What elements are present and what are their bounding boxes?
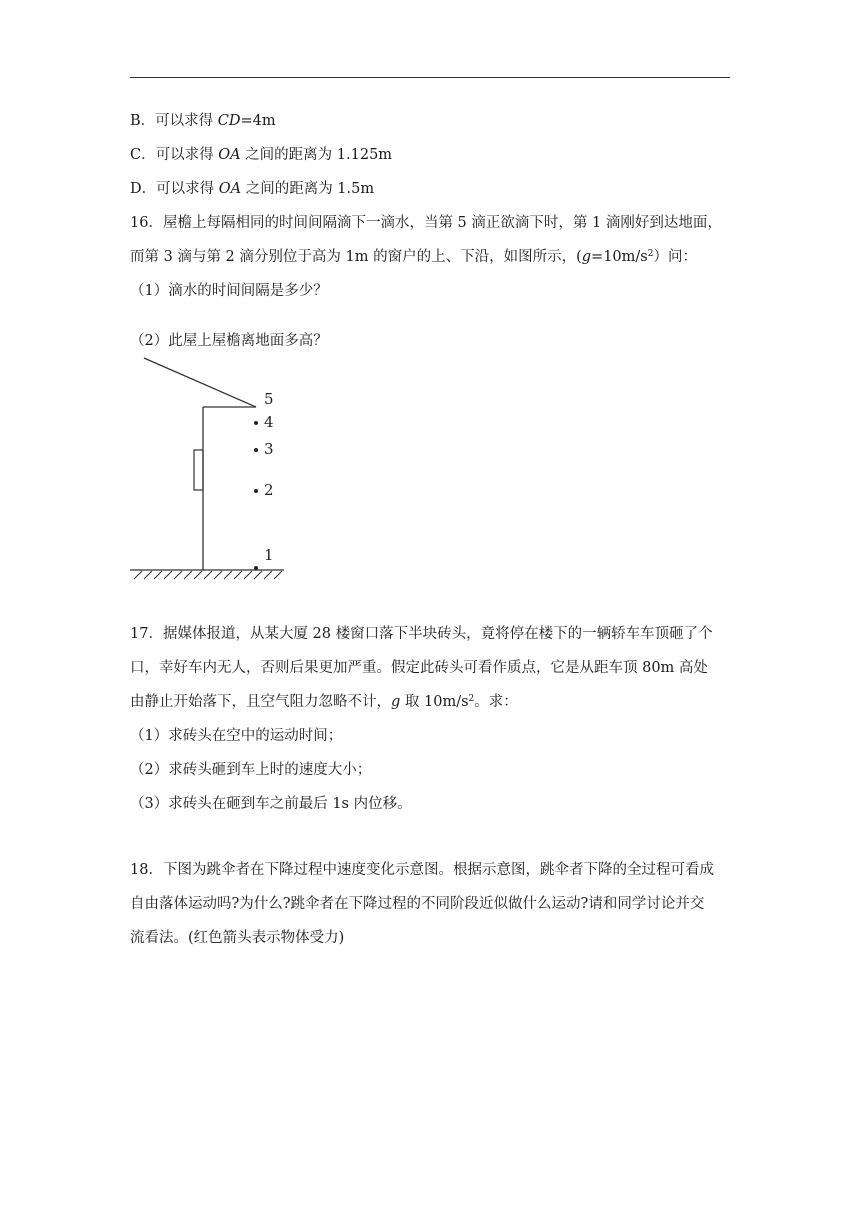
q17-line-2: 口，幸好车内无人，否则后果更加严重。假定此砖头可看作质点，它是从距车顶 80m 高处 (130, 660, 708, 676)
header-rule (130, 77, 730, 78)
q16-sub-1: （1）滴水的时间间隔是多少？ (130, 283, 328, 299)
q18-line-3: 流看法。(红色箭头表示物体受力) (130, 930, 345, 946)
q16-sub-2: （2）此屋上屋檐离地面多高？ (130, 333, 328, 349)
q16-line-1: 16．屋檐上每隔相同的时间间隔滴下一滴水，当第 5 滴正欲滴下时，第 1 滴刚好到达地面， (130, 215, 722, 231)
label-1: 1 (264, 546, 274, 564)
label-3: 3 (264, 440, 274, 458)
drop-3 (254, 448, 258, 452)
drop-2 (254, 489, 258, 493)
roof-line (144, 358, 256, 407)
q18-line-1: 18．下图为跳伞者在下降过程中速度变化示意图。根据示意图，跳伞者下降的全过程可看成 (130, 862, 714, 878)
ground-hatching (134, 571, 282, 579)
q17-line-3: 由静止开始落下，且空气阻力忽略不计，g 取 $10m/s^2$。求： (130, 694, 518, 710)
option-b: B．可以求得 CD=4m (130, 113, 276, 129)
window-rect (194, 450, 203, 490)
option-c: C．可以求得 OA 之间的距离为 1.125m (130, 147, 393, 163)
label-4: 4 (264, 413, 274, 431)
label-2: 2 (264, 481, 274, 499)
label-5: 5 (264, 390, 274, 408)
q17-sub-3: （3）求砖头在砸到车之前最后 1s 内位移。 (130, 796, 412, 812)
q17-line-1: 17．据媒体报道，从某大厦 28 楼窗口落下半块砖头，竟将停在楼下的一辆轿车车顶砸了个 (130, 626, 713, 642)
q16-line-2: 而第 3 滴与第 2 滴分别位于高为 1m 的窗户的上、下沿，如图所示，$(g=10m/s^2)$问： (130, 249, 697, 265)
q17-sub-2: （2）求砖头砸到车上时的速度大小； (130, 762, 372, 778)
q17-sub-1: （1）求砖头在空中的运动时间； (130, 728, 343, 744)
eave-drops-figure (128, 355, 288, 585)
q18-line-2: 自由落体运动吗?为什么?跳伞者在下降过程的不同阶段近似做什么运动?请和同学讨论并交 (130, 896, 705, 912)
drop-4 (254, 421, 258, 425)
drop-1 (254, 566, 258, 570)
option-d: D．可以求得 OA 之间的距离为 1.5m (130, 181, 375, 197)
